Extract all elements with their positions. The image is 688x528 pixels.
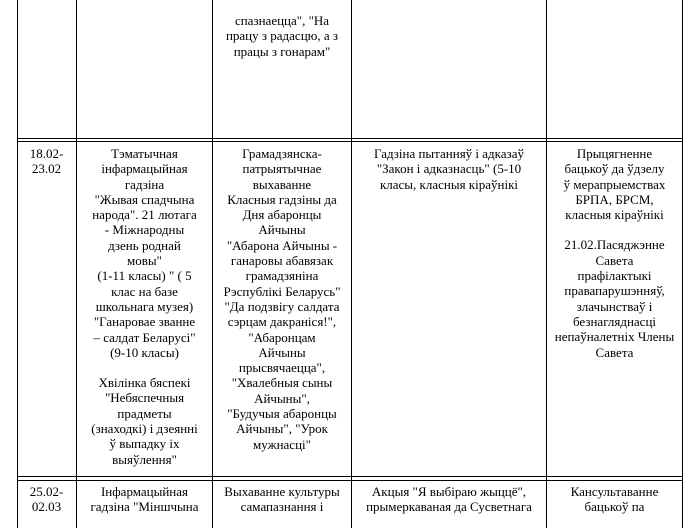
text-line: "Ганаровае званне	[93, 314, 196, 330]
text-line: "Будучыя абаронцы	[227, 406, 337, 422]
row-divider-1a	[17, 138, 683, 139]
text-line: ганаровы абавязак	[230, 253, 334, 269]
text-line: 23.02	[31, 161, 62, 177]
text-line: патрыятычнае	[242, 161, 322, 177]
text-line: Хвілінка бяспекі	[98, 375, 191, 391]
text-line: самапазнання і	[240, 499, 324, 515]
text-line: мовы"	[127, 253, 162, 269]
text-line: "Жывая спадчына	[94, 191, 195, 207]
text-line: Рэспублікі Беларусь"	[223, 283, 341, 299]
text-line: (1-11 класы) " ( 5	[97, 268, 192, 284]
text-line: ў мерапрыемствах	[563, 176, 666, 192]
text-line: ў выпадку іх	[109, 436, 180, 452]
text-line: Тэматычная	[111, 146, 178, 161]
text-line: Дня абаронцы	[242, 207, 322, 223]
text-line: працы з гонарам"	[233, 43, 331, 59]
text-line: прымеркаваная да Сусветнага	[366, 499, 532, 515]
text-line: бацькоў па	[584, 499, 645, 515]
row-divider-1b	[17, 141, 683, 142]
text-line: гадзіна	[124, 176, 165, 192]
text-line: інфармацыйная	[101, 161, 188, 177]
text-line: класы, класныя кіраўнікі	[379, 176, 519, 192]
text-line: Прыцягненне	[576, 146, 653, 161]
grid-line-left	[17, 0, 18, 528]
text-line: Айчыны",	[254, 390, 310, 406]
bottom-action-cell	[352, 484, 546, 515]
date-cell	[17, 146, 76, 177]
text-line: "Абарона Айчыны -	[226, 237, 338, 253]
text-line: клас на базе	[111, 283, 178, 299]
text-line: Айчыны	[258, 344, 306, 360]
text-line: гадзіна "Міншчына	[90, 499, 199, 515]
text-line: 18.02-	[29, 146, 64, 161]
law-hour-cell	[352, 146, 546, 192]
text-line: прафілактыкі	[577, 268, 652, 284]
grid-line-right	[682, 0, 683, 528]
text-line: (знаходкі) і дзеянні	[91, 421, 198, 437]
text-line: "Небяспечныя	[104, 390, 185, 406]
text-line: школьнага музея)	[95, 298, 194, 314]
text-line: БРПА, БРСМ,	[575, 191, 654, 207]
text-line: Савета	[595, 252, 634, 268]
text-line: (9-10 класы)	[110, 344, 179, 360]
text-line: Кансультаванне	[570, 484, 659, 499]
text-line: мужнасці"	[253, 436, 311, 452]
text-line: Выхаванне культуры	[224, 484, 340, 499]
text-line: спазнаецца", "На	[234, 13, 330, 28]
text-line: безнагляднасці	[572, 313, 657, 329]
text-line: "Закон і адказнасць" (5-10	[376, 161, 522, 177]
text-line: класныя кіраўнікі	[565, 207, 664, 223]
text-line: 02.03	[31, 499, 62, 515]
text-line: Акцыя "Я выбіраю жыццё",	[371, 484, 527, 499]
text-line: Класныя гадзіны да	[227, 191, 337, 207]
bottom-culture-cell	[213, 484, 351, 515]
text-line: дзень роднай	[108, 237, 181, 253]
text-line: працу з радасцю, а з	[225, 28, 339, 44]
grid-line-col3	[351, 0, 352, 528]
text-line: – салдат Беларусі"	[93, 329, 196, 345]
top-row-topic-cell	[213, 13, 351, 59]
text-line: грамадзяніна	[245, 268, 319, 284]
text-line: выяўлення"	[112, 451, 177, 467]
parents-council-cell	[547, 146, 682, 360]
text-line: народа". 21 лютага	[92, 207, 197, 223]
text-line: непаўналетніх Члены Савета	[554, 329, 675, 360]
row-divider-2a	[17, 476, 683, 477]
text-line: прысвячаецца",	[238, 360, 326, 376]
text-line: 25.02-	[29, 484, 64, 499]
text-line: "Да подзвігу салдата	[224, 298, 340, 314]
text-line: бацькоў да ўдзелу	[564, 161, 665, 177]
text-line: злачынстваў і	[576, 298, 653, 314]
row-divider-2b	[17, 480, 683, 481]
text-line: прадметы	[117, 405, 172, 421]
text-line: Грамадзянска-	[242, 146, 322, 161]
bottom-info-cell	[77, 484, 212, 515]
bottom-date-cell	[17, 484, 76, 515]
text-line: - Міжнародны	[104, 222, 185, 238]
bottom-consult-cell	[547, 484, 682, 515]
text-line: выхаванне	[252, 176, 312, 192]
text-line: Айчыны	[258, 222, 306, 238]
civic-education-cell	[213, 146, 351, 452]
info-hours-cell	[77, 146, 212, 467]
text-line: "Абаронцам	[248, 329, 316, 345]
text-line: правапарушэнняў,	[564, 283, 665, 299]
text-line: "Хвалебныя сыны	[231, 375, 333, 391]
text-line: 21.02.Пасяджэнне	[564, 237, 665, 253]
text-line: Інфармацыйная	[100, 484, 189, 499]
text-line: сэрцам дакраніся!",	[227, 314, 337, 330]
text-line: Гадзіна пытанняў і адказаў	[374, 146, 524, 161]
text-line: Айчыны", "Урок	[236, 421, 328, 437]
